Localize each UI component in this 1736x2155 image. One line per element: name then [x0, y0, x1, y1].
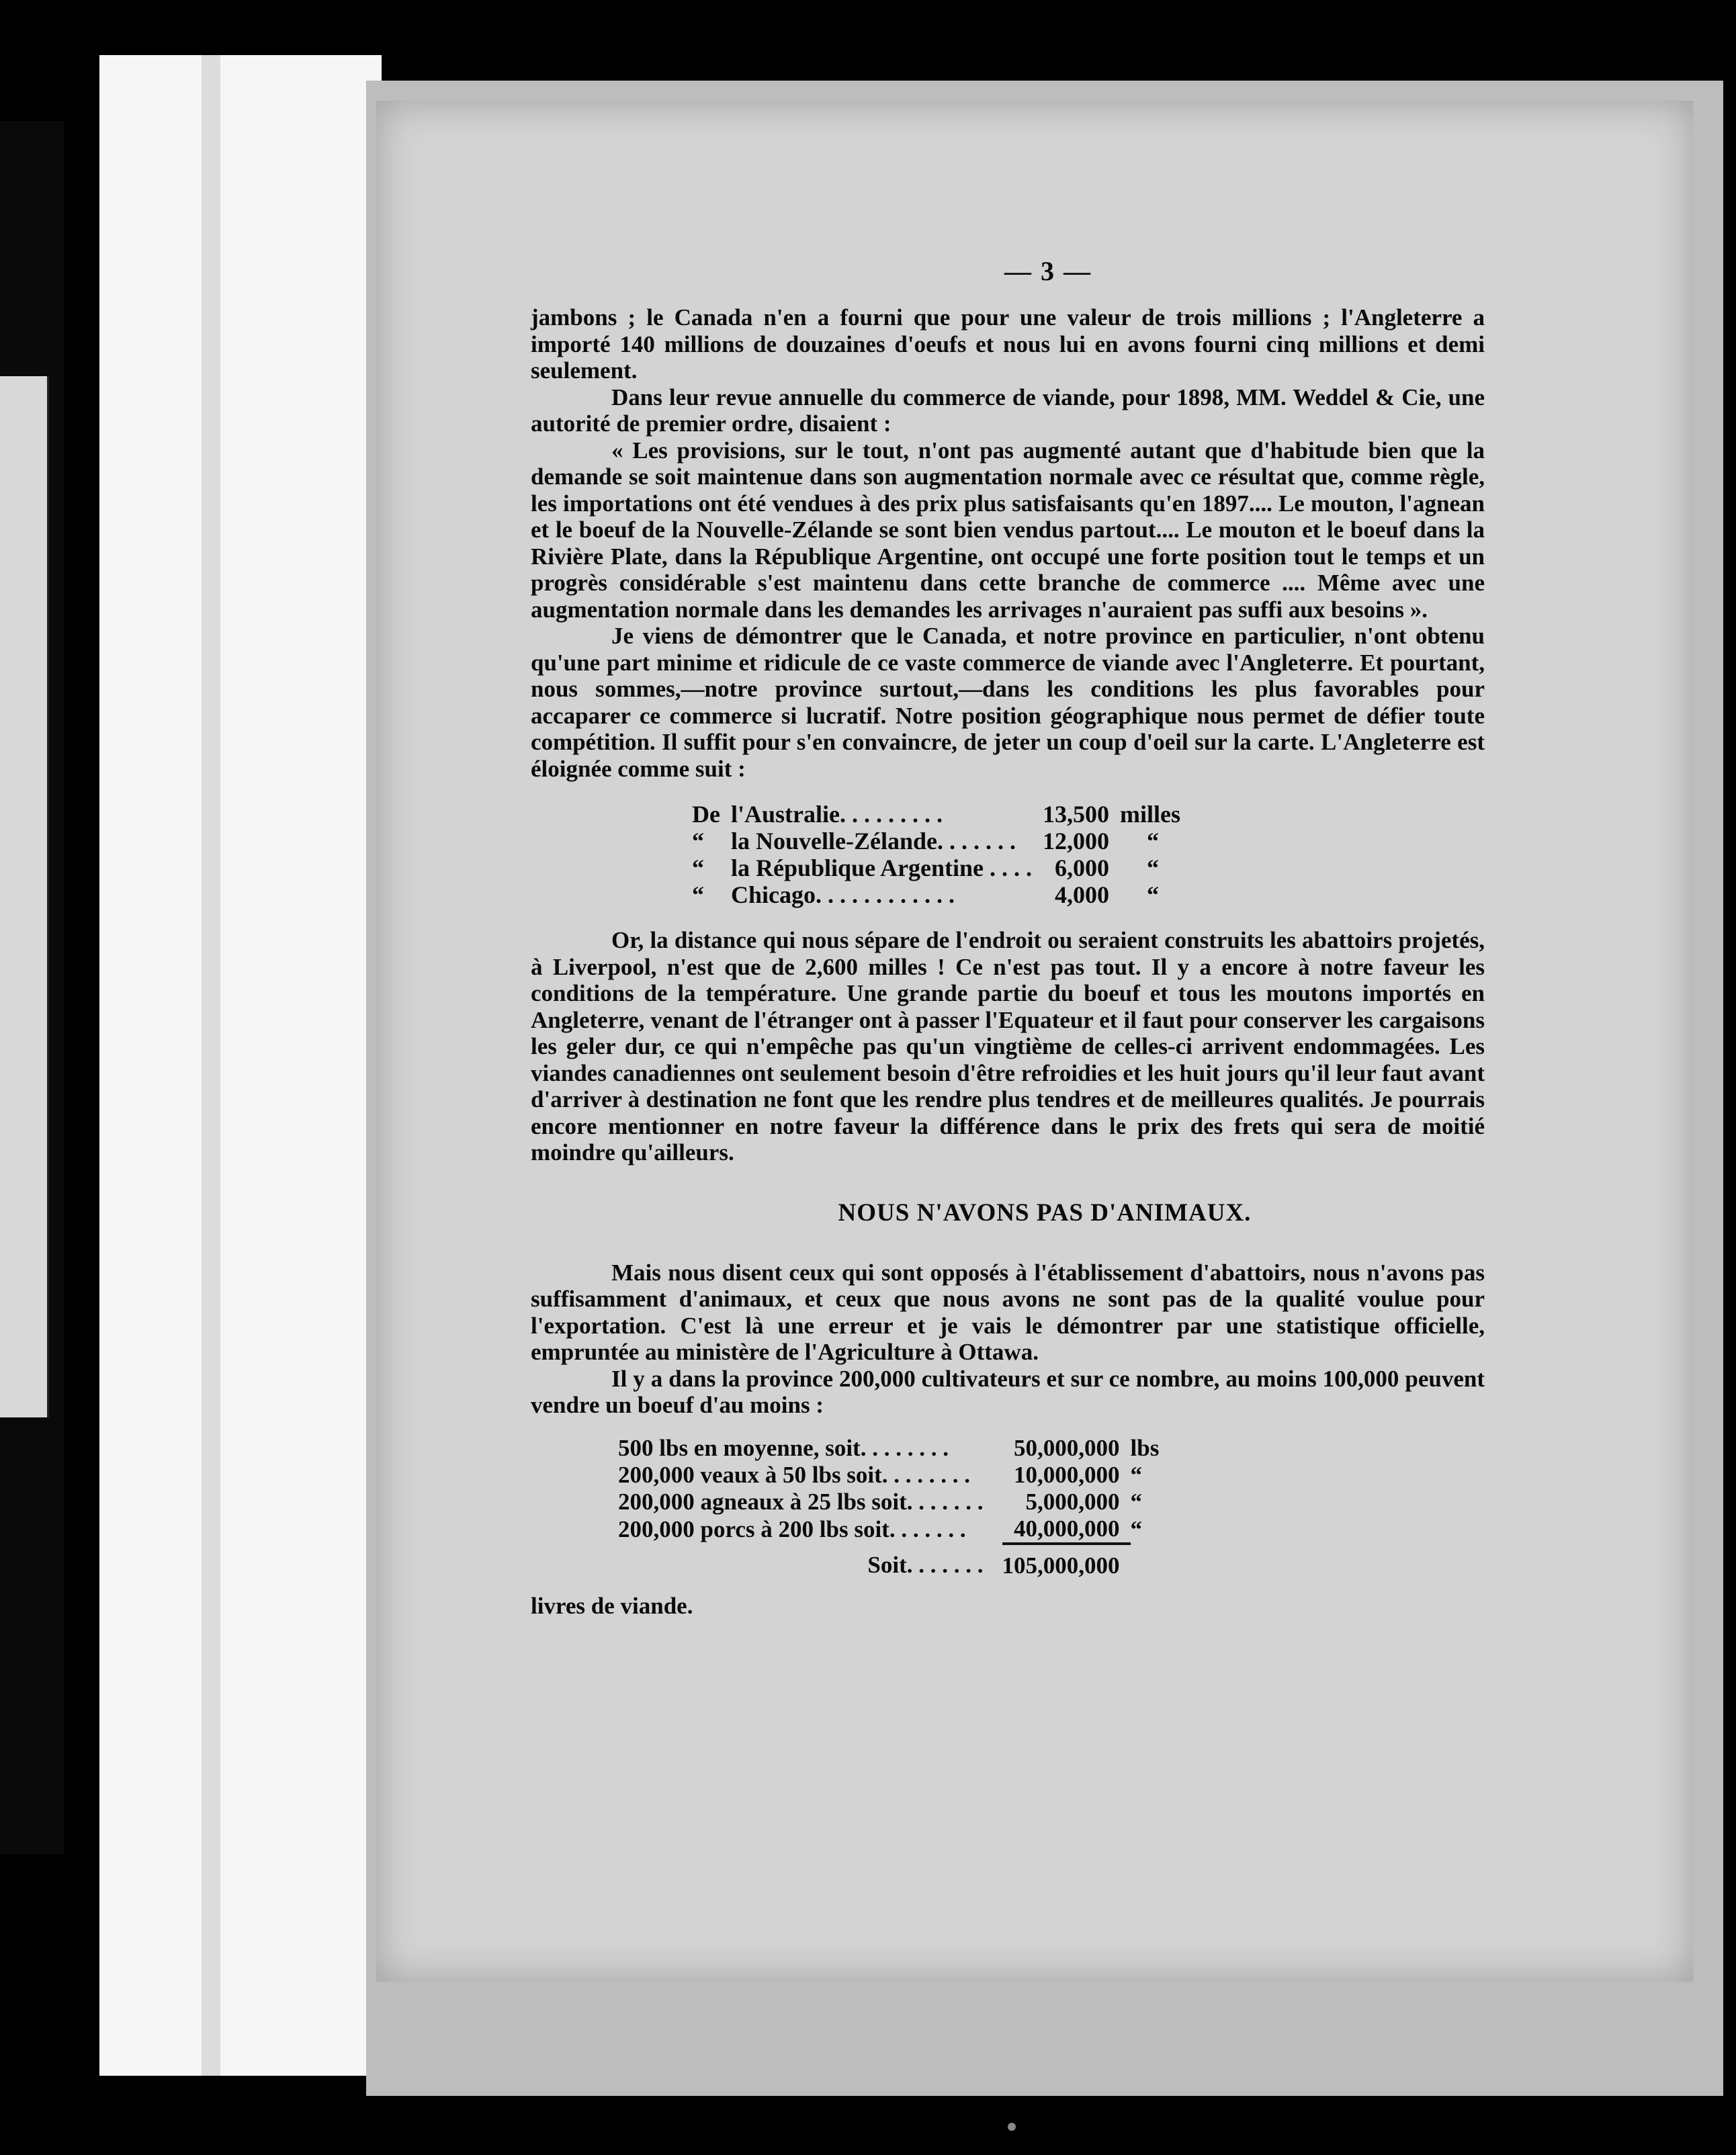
distance-place: l'Australie. . . . . . . . . [730, 801, 943, 828]
distance-value: 4,000 [1055, 881, 1110, 908]
stats-total-unit [1131, 1544, 1160, 1579]
stats-total-value: 105,000,000 [1002, 1544, 1131, 1579]
stats-row [618, 1515, 1159, 1544]
distance-value: 12,000 [1043, 828, 1110, 854]
stats-total-row [618, 1544, 1159, 1579]
distance-row [692, 854, 1180, 881]
stats-unit: lbs [1130, 1434, 1160, 1461]
stats-label: 500 lbs en moyenne, soit. . . . . . . . [618, 1434, 949, 1461]
binding-shade [202, 55, 220, 2076]
distance-row [692, 881, 1180, 908]
paragraph-weddel-intro: Dans leur revue annuelle du commerce de viande, pour 1898, MM. Weddel & Cie, une autorité de premier ordre, disaient : [531, 384, 1485, 437]
distance-table [692, 801, 1180, 908]
stats-label: 200,000 veaux à 50 lbs soit. . . . . . . . [618, 1461, 971, 1488]
section-heading: NOUS N'AVONS PAS D'ANIMAUX. [838, 1198, 1252, 1227]
distance-prefix: De [692, 801, 720, 828]
distance-row [692, 801, 1180, 828]
stats-value: 5,000,000 [1025, 1488, 1120, 1515]
distance-place: la République Argentine . . . . [730, 854, 1033, 881]
paragraph-cultivateurs: Il y a dans la province 200,000 cultivateurs et sur ce nombre, au moins 100,000 peuvent vendre un boeuf d'au moins : [531, 1365, 1485, 1418]
distance-unit: “ [1147, 881, 1160, 908]
paragraph-canada-position: Je viens de démontrer que le Canada, et notre province en particulier, n'ont obtenu qu'une part minime et ridicule de ce vaste commerce de viande avec l'Angleterre. Et pourtant, nous sommes,—notre province surtout,—dans les conditions les plus favorables pour accaparer ce commerce si lucratif. Notre position géographique nous permet de défier toute compétition. Il suffit pour s'en convaincre, de jeter un coup d'oeil sur la carte. L'Angleterre est éloignée comme suit : [531, 623, 1485, 782]
binding-paper-band [99, 55, 382, 2076]
paragraph-closing-line: livres de viande. [531, 1592, 693, 1619]
page-content [531, 255, 1485, 1619]
stats-row [618, 1489, 1159, 1515]
scan-speck [1008, 2123, 1016, 2131]
paragraph-liverpool-distance: Or, la distance qui nous sépare de l'endroit ou seraient construits les abattoirs projetés, à Liverpool, n'est que de 2,600 milles ! Ce n'est pas tout. Il y a encore à notre faveur les conditions de la température. Une grande partie du boeuf et tous les moutons importés en Angleterre, venant de l'étranger ont à passer l'Equateur et il faut pour conserver les cargaisons les geler dur, ce qui n'empêche pas qu'un vingtième de celles-ci arrivent endommagées. Les viandes canadiennes ont seulement besoin d'être refroidies et les huit jours qu'il leur faut avant d'arriver à destination ne font que les rendre plus tendres et de meilleures qualités. Je pourrais encore mentionner en notre faveur la différence dans le prix des frets qui sera de moitié moindre qu'ailleurs. [531, 927, 1485, 1166]
paragraph-objection: Mais nous disent ceux qui sont opposés à l'établissement d'abattoirs, nous n'avons pas suffisamment d'animaux, et ceux que nous avons ne sont pas de la qualité voulue pour l'exportation. C'est là une erreur et je vais le démontrer par une statistique officielle, empruntée au ministère de l'Agriculture à Ottawa. [531, 1259, 1485, 1365]
adjacent-page-edge [0, 376, 49, 1417]
stats-label: 200,000 porcs à 200 lbs soit. . . . . . . [618, 1515, 966, 1542]
distance-prefix: “ [692, 881, 704, 908]
distance-prefix: “ [692, 854, 704, 881]
distance-row [692, 828, 1180, 854]
distance-unit: “ [1147, 854, 1160, 881]
stats-unit: “ [1130, 1461, 1143, 1488]
distance-unit: “ [1147, 828, 1160, 854]
distance-value: 6,000 [1055, 854, 1110, 881]
paragraph-continuation: jambons ; le Canada n'en a fourni que pour une valeur de trois millions ; l'Angleterre a importé 140 millions de douzaines d'oeufs et nous lui en avons fourni cinq millions et demi seulement. [531, 304, 1485, 384]
distance-value: 13,500 [1043, 801, 1110, 828]
stats-value: 50,000,000 [1014, 1434, 1120, 1461]
stats-row [618, 1435, 1159, 1462]
stats-unit: “ [1130, 1515, 1143, 1542]
statistics-table [618, 1435, 1159, 1579]
stats-value: 10,000,000 [1014, 1461, 1120, 1488]
page-number: — 3 — [1004, 256, 1092, 286]
paragraph-weddel-quote: « Les provisions, sur le tout, n'ont pas augmenté autant que d'habitude bien que la demande se soit maintenue dans son augmentation normale avec ce résultat que, comme règle, les importations ont été vendues à des prix plus satisfaisants qu'en 1897.... Le mouton, l'agnean et le boeuf de la Nouvelle-Zélande se sont bien vendus partout.... Le mouton et le boeuf dans la Rivière Plate, dans la République Argentine, ont occupé une forte position tout le temps et un progrès considérable s'est maintenu dans cette branche de commerce .... Même avec une augmentation normale dans les demandes les arrivages n'auraient pas suffi aux besoins ». [531, 437, 1485, 623]
stats-label: 200,000 agneaux à 25 lbs soit. . . . . . . [618, 1488, 984, 1515]
distance-place: Chicago. . . . . . . . . . . . [730, 881, 955, 908]
stats-row [618, 1462, 1159, 1489]
distance-unit: milles [1120, 801, 1181, 828]
stats-total-label: Soit. . . . . . . [867, 1551, 984, 1578]
distance-place: la Nouvelle-Zélande. . . . . . . [730, 828, 1016, 854]
stats-value: 40,000,000 [1014, 1515, 1120, 1542]
distance-prefix: “ [692, 828, 704, 854]
stats-unit: “ [1130, 1488, 1143, 1515]
